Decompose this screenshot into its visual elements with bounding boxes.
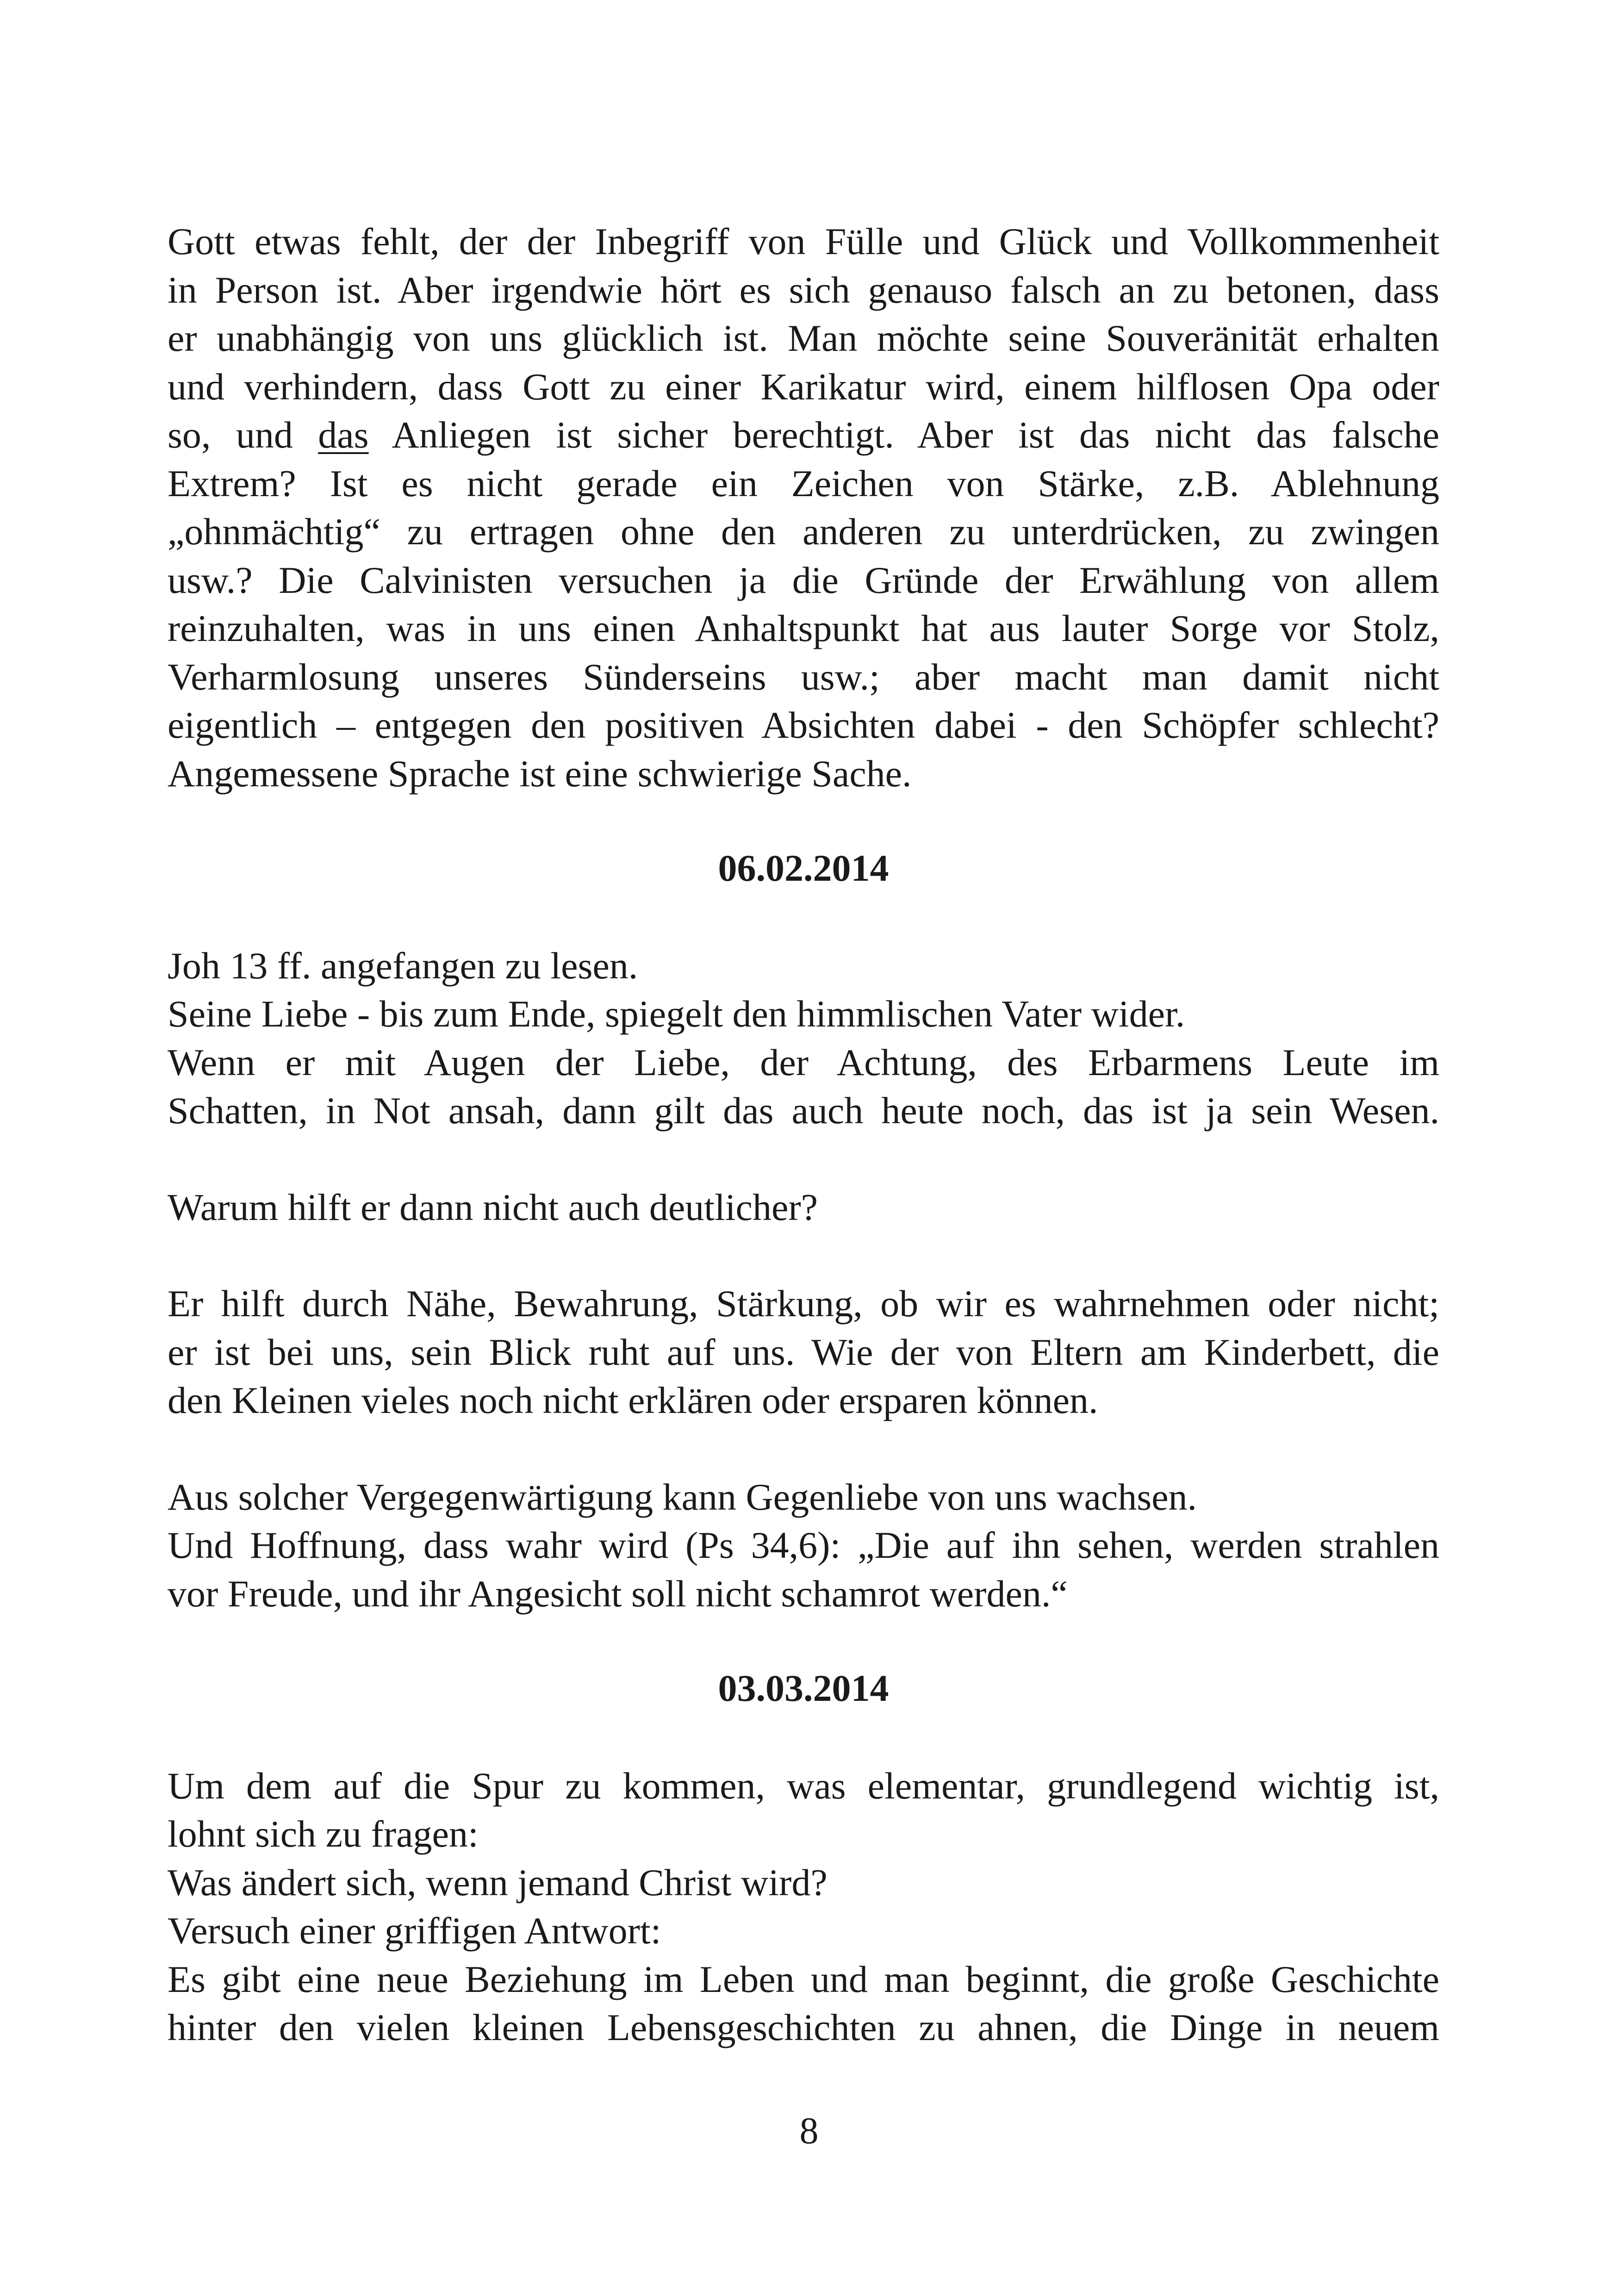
text-line: Verharmlosung unseres Sünderseins usw.; aber macht man damit nicht: [168, 655, 1439, 698]
spacer: [168, 1425, 1439, 1473]
text-line: Es gibt eine neue Beziehung im Leben und man beginnt, die große Geschichte: [168, 1958, 1439, 2000]
text-line: und verhindern, dass Gott zu einer Karikatur wird, einem hilflosen Opa oder: [168, 365, 1439, 408]
text-line: Was ändert sich, wenn jemand Christ wird?: [168, 1861, 828, 1904]
paragraph-joh-13: [168, 942, 1439, 1135]
text-line: Schatten, in Not ansah, dann gilt das auch heute noch, das ist ja sein Wesen.: [168, 1089, 1439, 1132]
text-line: vor Freude, und ihr Angesicht soll nicht schamrot werden.“: [168, 1572, 1068, 1615]
text-line: Versuch einer griffigen Antwort:: [168, 1910, 661, 1952]
text-line: Seine Liebe - bis zum Ende, spiegelt den himmlischen Vater wider.: [168, 993, 1185, 1035]
text-line: er unabhängig von uns glücklich ist. Man möchte seine Souveränität erhalten: [168, 317, 1439, 359]
text-line: Warum hilft er dann nicht auch deutlicher?: [168, 1186, 818, 1228]
text-line: Er hilft durch Nähe, Bewahrung, Stärkung, ob wir es wahrnehmen oder nicht;: [168, 1282, 1439, 1325]
text-line: Um dem auf die Spur zu kommen, was elementar, grundlegend wichtig ist,: [168, 1764, 1439, 1807]
spacer: [168, 1232, 1439, 1280]
text-line: usw.? Die Calvinisten versuchen ja die Gründe der Erwählung von allem: [168, 559, 1439, 601]
text-segment: Anliegen ist sicher berechtigt. Aber ist das nicht das falsche: [368, 414, 1439, 456]
text-line: in Person ist. Aber irgendwie hört es sich genauso falsch an zu betonen, dass: [168, 268, 1439, 311]
entry-date: 03.03.2014: [718, 1667, 889, 1709]
text-line: Wenn er mit Augen der Liebe, der Achtung, des Erbarmens Leute im: [168, 1041, 1439, 1083]
text-line: Extrem? Ist es nicht gerade ein Zeichen von Stärke, z.B. Ablehnung: [168, 462, 1439, 504]
document-page: [168, 218, 1439, 2052]
text-line: lohnt sich zu fragen:: [168, 1813, 479, 1855]
text-segment: so, und: [168, 414, 318, 456]
underlined-word: das: [318, 414, 369, 456]
page-number: 8: [799, 2109, 819, 2152]
paragraph-gegenliebe: [168, 1473, 1439, 1618]
spacer: [168, 1135, 1439, 1183]
paragraph-naehe: [168, 1280, 1439, 1425]
text-line: Joh 13 ff. angefangen zu lesen.: [168, 944, 638, 987]
text-line: [168, 411, 1439, 460]
entry-date: 06.02.2014: [718, 847, 889, 889]
spacer: [168, 798, 1439, 844]
text-line: Angemessene Sprache ist eine schwierige Sache.: [168, 752, 912, 795]
paragraph-christ-werden: [168, 1762, 1439, 2052]
text-line: „ohnmächtig“ zu ertragen ohne den anderen zu unterdrücken, zu zwingen: [168, 510, 1439, 553]
text-line: den Kleinen vieles noch nicht erklären oder ersparen können.: [168, 1379, 1098, 1421]
text-line: Und Hoffnung, dass wahr wird (Ps 34,6): „Die auf ihn sehen, werden strahlen: [168, 1524, 1439, 1566]
text-line: Gott etwas fehlt, der der Inbegriff von Fülle und Glück und Vollkommenheit: [168, 220, 1439, 262]
spacer: [168, 893, 1439, 942]
text-line: eigentlich – entgegen den positiven Absichten dabei - den Schöpfer schlecht?: [168, 704, 1439, 746]
text-line: hinter den vielen kleinen Lebensgeschichten zu ahnen, die Dinge in neuem: [168, 2006, 1439, 2048]
paragraph-question: [168, 1183, 1439, 1232]
paragraph-gott-etwas-fehlt: [168, 218, 1439, 798]
spacer: [168, 1713, 1439, 1762]
text-line: Aus solcher Vergegenwärtigung kann Gegenliebe von uns wachsen.: [168, 1475, 1197, 1518]
text-line: er ist bei uns, sein Blick ruht auf uns. Wie der von Eltern am Kinderbett, die: [168, 1331, 1439, 1373]
text-line: reinzuhalten, was in uns einen Anhaltspunkt hat aus lauter Sorge vor Stolz,: [168, 607, 1439, 649]
spacer: [168, 1618, 1439, 1664]
